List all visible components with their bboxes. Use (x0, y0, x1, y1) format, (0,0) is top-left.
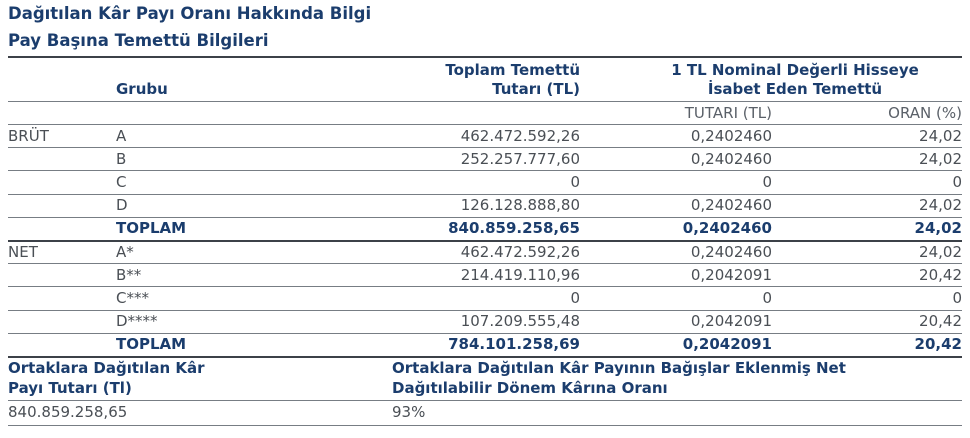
row-ratio: 24,02 (919, 126, 962, 145)
row-ratio: 0 (952, 288, 962, 307)
row-ratio: 20,42 (919, 312, 962, 331)
row-total: 462.472.592,26 (460, 242, 580, 261)
footer-left-value: 840.859.258,65 (8, 403, 128, 421)
row-ratio: 24,02 (914, 219, 962, 238)
row-group: C (116, 172, 127, 191)
header-group: Grubu (116, 80, 168, 98)
row-total: 0 (570, 172, 580, 191)
row-rule (8, 356, 962, 358)
row-group: C*** (116, 288, 149, 307)
row-amount: 0 (762, 172, 772, 191)
row-total: 840.859.258,65 (448, 219, 580, 238)
row-rule (8, 333, 962, 334)
row-group: B (116, 149, 127, 168)
row-total: 252.257.777,60 (460, 149, 580, 168)
row-category: NET (8, 242, 38, 261)
row-ratio: 20,42 (919, 265, 962, 284)
row-category: BRÜT (8, 126, 49, 145)
header-rule (8, 101, 962, 102)
row-rule (8, 194, 962, 195)
row-amount: 0,2402460 (690, 196, 772, 215)
footer-right-label-2: Dağıtılabilir Dönem Kârına Oranı (392, 379, 668, 397)
row-rule (8, 170, 962, 171)
row-rule (8, 263, 962, 264)
row-total: 784.101.258,69 (448, 335, 580, 354)
header-nominal-line2: İsabet Eden Temettü (707, 80, 883, 98)
row-amount: 0,2402460 (690, 126, 772, 145)
row-total: 214.419.110,96 (460, 265, 580, 284)
footer-right-label-1: Ortaklara Dağıtılan Kâr Payının Bağışlar Eklenmiş Net (392, 359, 846, 377)
footer-rule (8, 400, 962, 401)
row-amount: 0,2042091 (682, 335, 772, 354)
row-group: B** (116, 265, 142, 284)
row-group: A* (116, 242, 134, 261)
row-group: D**** (116, 312, 158, 331)
row-amount: 0,2402460 (690, 149, 772, 168)
subheader-rule (8, 124, 962, 125)
footer-right-value: 93% (392, 403, 426, 421)
table-top-rule (8, 56, 962, 58)
row-ratio: 20,42 (914, 335, 962, 354)
row-total: 462.472.592,26 (460, 126, 580, 145)
page-title: Dağıtılan Kâr Payı Oranı Hakkında Bilgi (8, 4, 372, 23)
row-group: TOPLAM (116, 335, 187, 354)
row-ratio: 24,02 (919, 196, 962, 215)
row-group: D (116, 196, 128, 215)
row-total: 0 (570, 288, 580, 307)
row-ratio: 0 (952, 172, 962, 191)
header-total-line2: Tutarı (TL) (492, 80, 580, 98)
footer-left-label-2: Payı Tutarı (Tl) (8, 379, 132, 397)
row-rule (8, 147, 962, 148)
row-group: TOPLAM (116, 219, 187, 238)
row-ratio: 24,02 (919, 242, 962, 261)
row-rule (8, 286, 962, 287)
row-rule (8, 217, 962, 218)
row-total: 126.128.888,80 (460, 196, 580, 215)
row-amount: 0,2042091 (690, 312, 772, 331)
section-title: Pay Başına Temettü Bilgileri (8, 31, 269, 50)
subheader-amount: TUTARI (TL) (684, 104, 772, 122)
footer-bottom-rule (8, 425, 962, 426)
row-amount: 0,2402460 (682, 219, 772, 238)
row-amount: 0 (762, 288, 772, 307)
row-total: 107.209.555,48 (460, 312, 580, 331)
header-nominal-line1: 1 TL Nominal Değerli Hisseye (671, 61, 919, 79)
row-rule (8, 310, 962, 311)
header-total-line1: Toplam Temettü (445, 61, 580, 79)
row-amount: 0,2402460 (690, 242, 772, 261)
footer-left-label-1: Ortaklara Dağıtılan Kâr (8, 359, 205, 377)
row-amount: 0,2042091 (690, 265, 772, 284)
subheader-ratio: ORAN (%) (888, 104, 962, 122)
row-group: A (116, 126, 127, 145)
row-ratio: 24,02 (919, 149, 962, 168)
